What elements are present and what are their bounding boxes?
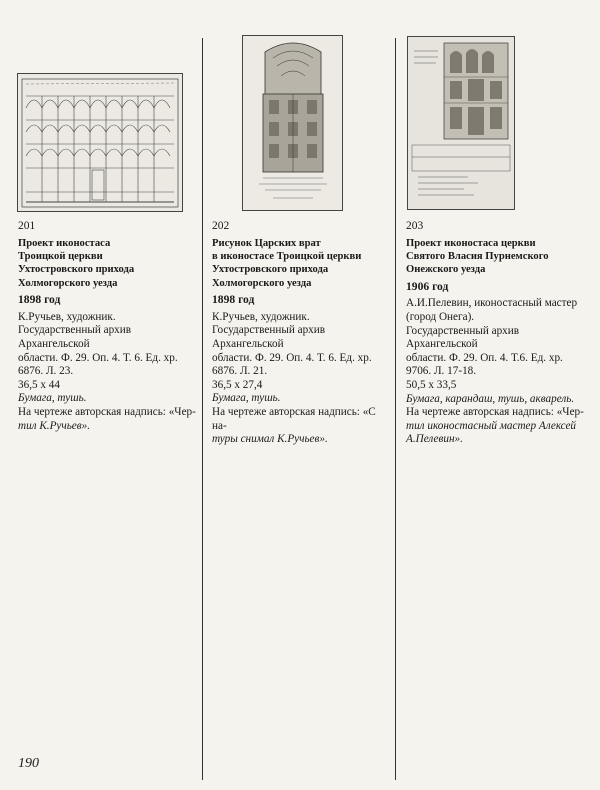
entry-title-line: Холмогорского уезда bbox=[212, 277, 312, 289]
entry-archive-line: 9706. Л. 17-18. bbox=[406, 365, 477, 378]
entry-note-line: На чертеже авторская надпись: «Чер- bbox=[18, 405, 196, 418]
column-divider bbox=[202, 38, 203, 780]
entry-size: 36,5 х 27,4 bbox=[212, 378, 263, 391]
entry-author-line: (город Онега). bbox=[406, 311, 475, 323]
entry-title-line: Ухтостровского прихода bbox=[212, 264, 329, 276]
entry-title-line: Троицкой церкви bbox=[18, 251, 103, 262]
catalog-entry-201 bbox=[18, 220, 196, 433]
entry-note-line: туры снимал К.Ручьев». bbox=[212, 433, 328, 446]
entry-year: 1898 год bbox=[212, 293, 255, 307]
iconostasis-project-drawing bbox=[408, 37, 514, 209]
entry-title-line: Святого Власия Пурнемского bbox=[406, 251, 549, 262]
entry-material: Бумага, карандаш, тушь, акварель. bbox=[406, 392, 575, 405]
entry-title-line: Проект иконостаса церкви bbox=[406, 237, 536, 249]
figure-201-drawing bbox=[17, 73, 183, 212]
catalog-entry-203 bbox=[406, 220, 586, 447]
entry-material: Бумага, тушь. bbox=[18, 392, 87, 405]
entry-year: 1898 год bbox=[18, 293, 61, 307]
entry-archive-line: 6876. Л. 21. bbox=[212, 365, 268, 378]
entry-note-line: тил К.Ручьев». bbox=[18, 419, 91, 432]
entry-archive-line: Государственный архив Архангельской bbox=[212, 324, 326, 350]
entry-title-line: Онежского уезда bbox=[406, 264, 486, 276]
page-number: 190 bbox=[18, 756, 39, 771]
entry-author: К.Ручьев, художник. bbox=[18, 310, 116, 323]
entry-number: 203 bbox=[406, 220, 424, 232]
entry-title-line: Ухтостровского прихода bbox=[18, 264, 135, 276]
entry-year: 1906 год bbox=[406, 279, 449, 293]
figure-202-drawing bbox=[242, 35, 343, 211]
entry-archive-line: 6876. Л. 23. bbox=[18, 365, 74, 378]
entry-size: 36,5 х 44 bbox=[18, 378, 60, 391]
entry-number: 201 bbox=[18, 220, 36, 232]
entry-archive-line: области. Ф. 29. Оп. 4. Т.6. Ед. хр. bbox=[406, 351, 563, 364]
entry-note-line: тил иконостасный мастер Алексей bbox=[406, 419, 577, 432]
figure-203-drawing bbox=[407, 36, 515, 210]
entry-archive-line: Государственный архив Архангельской bbox=[406, 324, 520, 351]
entry-material: Бумага, тушь. bbox=[212, 392, 281, 405]
entry-number: 202 bbox=[212, 220, 230, 232]
entry-author: К.Ручьев, художник. bbox=[212, 310, 310, 323]
entry-note-line: На чертеже авторская надпись: «Чер- bbox=[406, 406, 584, 419]
entry-note-line: А.Пелевин». bbox=[406, 433, 463, 446]
entry-title-line: Холмогорского уезда bbox=[18, 277, 118, 289]
entry-archive-line: области. Ф. 29. Оп. 4. Т. 6. Ед. хр. bbox=[212, 351, 372, 364]
entry-title-line: Рисунок Царских врат bbox=[212, 237, 321, 249]
entry-size: 50,5 х 33,5 bbox=[406, 378, 457, 391]
entry-title-line: Проект иконостаса bbox=[18, 237, 111, 249]
entry-archive-line: Государственный архив Архангельской bbox=[18, 324, 132, 350]
entry-author: А.И.Пелевин, иконостасный мастер bbox=[406, 297, 578, 310]
catalog-entry-202 bbox=[212, 220, 390, 447]
column-divider bbox=[395, 38, 396, 780]
royal-doors-drawing bbox=[243, 36, 342, 210]
entry-note-line: На чертеже авторская надпись: «С на- bbox=[212, 405, 376, 432]
iconostasis-drawing bbox=[18, 74, 182, 211]
entry-archive-line: области. Ф. 29. Оп. 4. Т. 6. Ед. хр. bbox=[18, 351, 178, 364]
entry-title-line: в иконостасе Троицкой церкви bbox=[212, 251, 362, 262]
